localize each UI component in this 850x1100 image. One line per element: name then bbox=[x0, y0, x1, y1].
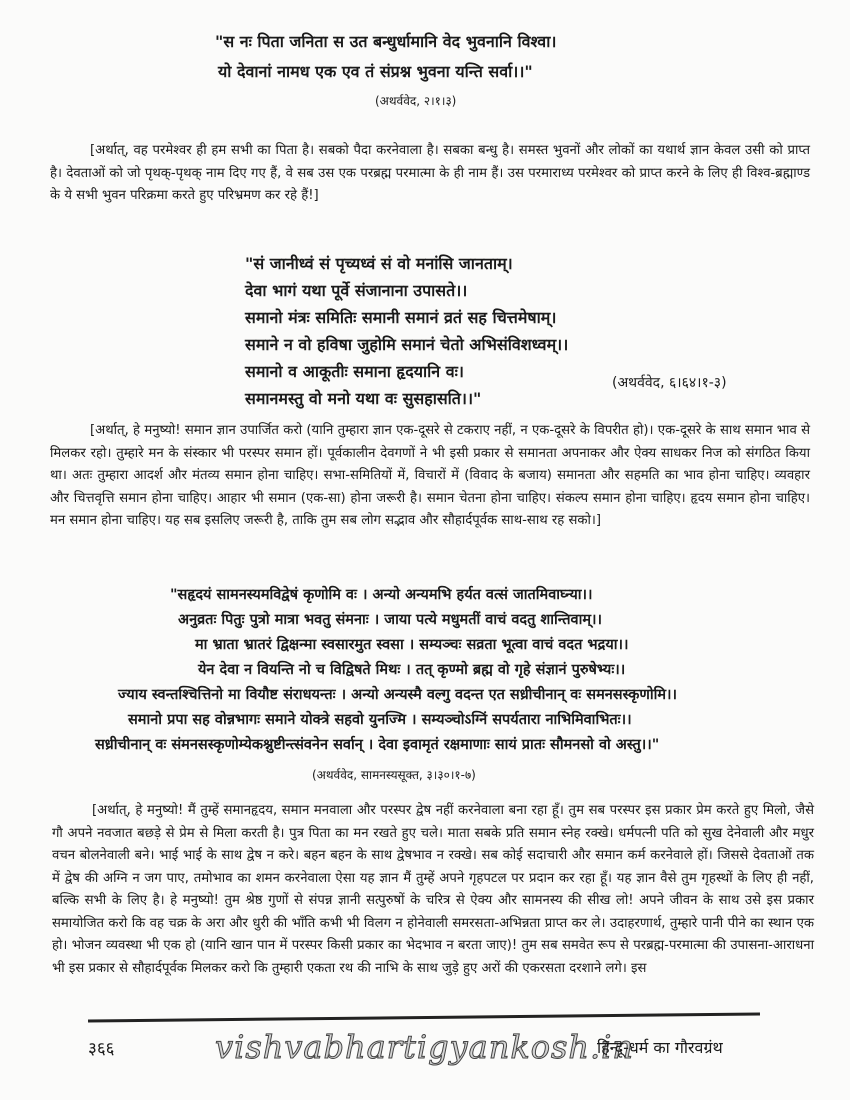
watermark: vishvabhartigyankosh.in bbox=[215, 1028, 635, 1066]
verse1-citation: (अथर्ववेद, २।१।३) bbox=[375, 94, 457, 108]
verse3-line: सध्रीचीनान् वः संमनसस्कृणोम्येकश्नुष्टीन्त्संवनेन सर्वान् । देवा इवामृतं रक्षमाणाः सायं प्रातः सौमनसो वो अस्तु।।" bbox=[95, 737, 660, 753]
verse1-line: यो देवानां नामध एक एव तं संप्रश्न भुवना यन्ति सर्वा।।" bbox=[218, 62, 533, 81]
verse2-citation: (अथर्ववेद, ६।६४।१-३) bbox=[612, 375, 727, 391]
verse3-line: ज्याय स्वन्तश्चित्तिनो मा वियौष्ट संराधयन्तः । अन्यो अन्यस्मै वल्गु वदन्त एत सध्रीचीनान् वः समनसस्कृणोमि।। bbox=[118, 687, 678, 703]
verse2-line: "सं जानीध्वं सं पृच्यध्वं सं वो मनांसि जानताम्। bbox=[245, 254, 513, 273]
verse2-line: समाने न वो हविषा जुहोमि समानं चेतो अभिसंविशध्वम्।। bbox=[245, 335, 569, 354]
verse3-line: "सहृदयं सामनस्यमविद्वेषं कृणोमि वः । अन्यो अन्यमभि हर्यत वत्सं जातमिवाघ्न्या।। bbox=[170, 587, 593, 603]
verse3-line: मा भ्राता भ्रातरं द्विक्षन्मा स्वसारमुत स्वसा । सम्यञ्चः सव्रता भूत्वा वाचं वदत भद्रया।। bbox=[195, 637, 629, 653]
paragraph-text: [अर्थात्, वह परमेश्वर ही हम सभी का पिता है। सबको पैदा करनेवाला है। सबका बन्धु है। समस्त भुवनों और लोकों का यथार्थ ज्ञान केवल उसी को प्राप्त है। देवताओं को जो पृथक्-पृथक् नाम दिए गए हैं, वे सब उस एक परब्रह्म परमात्मा के ही नाम हैं। उस परमाराध्य परमेश्वर को प्राप्त करने के लिए ही विश्व-ब्रह्माण्ड के ये सभी भुवन परिक्रमा करते हुए परिभ्रमण कर रहे हैं!] bbox=[50, 143, 810, 203]
book-title: हिन्दू-धर्म का गौरवग्रंथ bbox=[597, 1038, 723, 1057]
verse3-line: अनुव्रतः पितुः पुत्रो मात्रा भवतु संमनाः । जाया पत्ये मधुमतीं वाचं वदतु शान्तिवाम्।। bbox=[178, 612, 602, 628]
paragraph-1 bbox=[50, 140, 810, 208]
verse3-line: येन देवा न वियन्ति नो च विद्विषते मिथः । तत् कृण्मो ब्रह्म वो गृहे संज्ञानं पुरुषेभ्यः।। bbox=[198, 662, 626, 678]
verse2-line: देवा भागं यथा पूर्वे संजानाना उपासते।। bbox=[245, 281, 468, 300]
verse3-citation: (अथर्ववेद, सामनस्यसूक्त, ३।३०।१-७) bbox=[312, 768, 476, 782]
paragraph-2 bbox=[50, 420, 810, 533]
verse2-line: समानो व आकूतीः समाना हृदयानि वः। bbox=[245, 362, 464, 381]
verse3-line: समानो प्रपा सह वोन्नभागः समाने योक्त्रे सहवो युनज्मि । सम्यञ्चोऽग्निं सपर्यतारा नाभिमिवाभितः।। bbox=[128, 712, 632, 728]
verse1-line: "स नः पिता जनिता स उत बन्धुर्धामानि वेद भुवनानि विश्वा। bbox=[215, 32, 557, 51]
verse2-line: समानमस्तु वो मनो यथा वः सुसहासति।।" bbox=[245, 389, 482, 408]
paragraph-3 bbox=[52, 800, 814, 980]
paragraph-text: [अर्थात्, हे मनुष्यो! मैं तुम्हें समानहृदय, समान मनवाला और परस्पर द्वेष नहीं करनेवाला बना रहा हूँ। तुम सब परस्पर इस प्रकार प्रेम करते हुए मिलो, जैसे गौ अपने नवजात बछड़े से प्रेम से मिला करती है। पुत्र पिता का मन रखते हुए चले। माता सबके प्रति समान स्नेह रक्खे। धर्मपत्नी पति को सुख देनेवाली और मधुर वचन बोलनेवाली बने। भाई भाई के साथ द्वेष न करे। बहन बहन के साथ द्वेषभाव न रक्खे। सब कोई सदाचारी और समान कर्म करनेवाले हों। जिससे देवताओं तक में द्वेष की अग्नि न जग पाए, तमोभाव का शमन करनेवाला ऐसा यह ज्ञान मैं तुम्हें अपने गृहपटल पर प्रदान कर रहा हूँ। यह ज्ञान वैसे तुम गृहस्थों के लिए ही नहीं, बल्कि सभी के लिए है। हे मनुष्यो! तुम श्रेष्ठ गुणों से संपन्न ज्ञानी सत्पुरुषों के चरित्र से ऐक्य और सामनस्य की सीख लो! अपने जीवन के साथ उसे इस प्रकार समायोजित करो कि वह चक्र के अरा और धुरी की भाँति कभी भी विलग न होनेवाली समरसता-अभिन्नता प्राप्त कर ले। उदाहरणार्थ, तुम्हारे पानी पीने का स्थान एक हो। भोजन व्यवस्था भी एक हो (यानि खान पान में परस्पर किसी प्रकार का भेदभाव न बरता जाए)! तुम सब समवेत रूप से परब्रह्म-परमात्मा की उपासना-आराधना भी इस प्रकार से सौहार्दपूर्वक मिलकर करो कि तुम्हारी एकता रथ की नाभि के साथ जुड़े हुए अरों की एकरसता दरशाने लगे। इस bbox=[52, 803, 814, 976]
page-number: ३६६ bbox=[88, 1039, 115, 1059]
paragraph-text: [अर्थात्, हे मनुष्यो! समान ज्ञान उपार्जित करो (यानि तुम्हारा ज्ञान एक-दूसरे से टकराए नहीं, न एक-दूसरे के विपरीत हो)। एक-दूसरे के साथ समान भाव से मिलकर रहो। तुम्हारे मन के संस्कार भी परस्पर समान हों। पूर्वकालीन देवगणों ने भी इसी प्रकार से समानता अपनाकर और ऐक्य साधकर निज को संगठित किया था। अतः तुम्हारा आदर्श और मंतव्य समान होना चाहिए। सभा-समितियों में, विचारों में (विवाद के बजाय) समानता और सहमति का भाव होना चाहिए। व्यवहार और चित्तवृत्ति समान होना चाहिए। आहार भी समान (एक-सा) होना जरूरी है। समान चेतना होना चाहिए। संकल्प समान होना चाहिए। हृदय समान होना चाहिए। मन समान होना चाहिए। यह सब इसलिए जरूरी है, ताकि तुम सब लोग सद्भाव और सौहार्दपूर्वक साथ-साथ रह सको।] bbox=[50, 423, 810, 528]
footer-rule bbox=[88, 1012, 760, 1022]
verse2-line: समानो मंत्रः समितिः समानी समानं व्रतं सह चित्तमेषाम्। bbox=[245, 308, 557, 327]
